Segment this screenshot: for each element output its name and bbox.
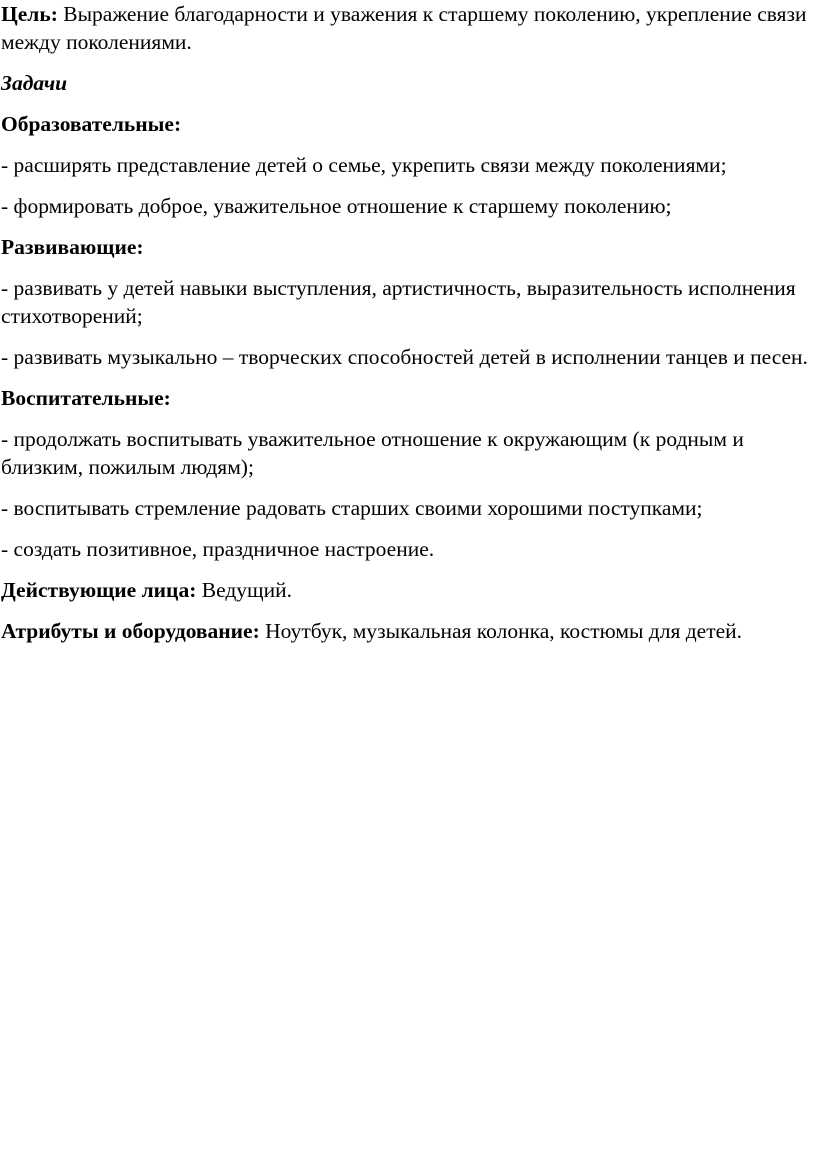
equipment-paragraph bbox=[1, 617, 814, 645]
upbringing-item: - создать позитивное, праздничное настроение. bbox=[1, 537, 435, 561]
developing-item: - развивать музыкально – творческих способностей детей в исполнении танцев и песен. bbox=[1, 345, 808, 369]
educational-item: - формировать доброе, уважительное отношение к старшему поколению; bbox=[1, 194, 672, 218]
developing-item: - развивать у детей навыки выступления, артистичность, выразительность исполнения стихотворений; bbox=[1, 276, 796, 328]
equipment-text: Ноутбук, музыкальная колонка, костюмы для детей. bbox=[259, 619, 743, 643]
upbringing-item: - воспитывать стремление радовать старших своими хорошими поступками; bbox=[1, 496, 703, 520]
upbringing-heading: Воспитательные: bbox=[1, 386, 171, 410]
goal-text: Выражение благодарности и уважения к старшему поколению, укрепление связи между поколениями. bbox=[1, 2, 807, 54]
upbringing-item: - продолжать воспитывать уважительное отношение к окружающим (к родным и близким, пожилым людям); bbox=[1, 427, 744, 479]
characters-text: Ведущий. bbox=[196, 578, 292, 602]
equipment-label: Атрибуты и оборудование: bbox=[1, 619, 260, 643]
document-body bbox=[1, 0, 814, 658]
characters-paragraph bbox=[1, 576, 814, 604]
characters-label: Действующие лица: bbox=[1, 578, 197, 602]
developing-heading: Развивающие: bbox=[1, 235, 144, 259]
tasks-heading: Задачи bbox=[1, 71, 68, 95]
goal-paragraph bbox=[1, 0, 814, 56]
educational-heading: Образовательные: bbox=[1, 112, 182, 136]
goal-label: Цель: bbox=[1, 2, 58, 26]
educational-item: - расширять представление детей о семье, укрепить связи между поколениями; bbox=[1, 153, 727, 177]
